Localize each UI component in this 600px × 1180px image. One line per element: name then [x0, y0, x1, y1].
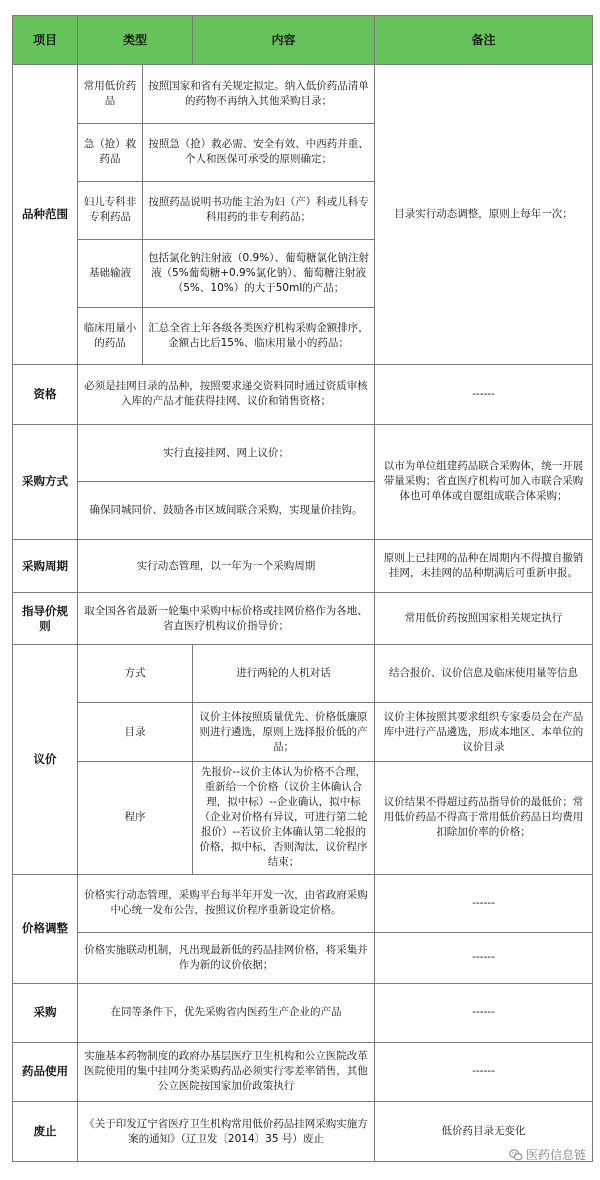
- item-cycle: 采购周期: [13, 539, 78, 592]
- cycle-remark: 原则上已挂网的品种在周期内不得擅自撤销挂网，未挂网的品种期满后可重新申报。: [375, 539, 593, 592]
- table-row: [13, 539, 593, 592]
- procurement-remark: ------: [375, 983, 593, 1042]
- table-row: [13, 703, 593, 762]
- table-row: [13, 65, 593, 124]
- adjustment-content: 价格实施联动机制，凡出现最新低的药品挂网价格，将采集并作为新的议价依据；: [78, 932, 375, 983]
- procurement-content: 在同等条件下，优先采购省内医药生产企业的产品: [78, 983, 375, 1042]
- item-procurement: 采购: [13, 983, 78, 1042]
- purchase-method-remark: 以市为单位组建药品联合采购体，统一开展带量采购；省直医疗机构可加入市联合采购体也可单体或自愿组成联合体采购；: [375, 424, 593, 539]
- header-type: 类型: [78, 16, 193, 65]
- drug-use-remark: ------: [375, 1042, 593, 1102]
- item-qualification: 资格: [13, 365, 78, 425]
- variety-content: 按照急（抢）救必需、安全有效、中西药并重、个人和医保可承受的原则确定；: [143, 123, 375, 182]
- variety-type: 妇儿专科非专利药品: [78, 182, 143, 240]
- variety-content: 按照药品说明书功能主治为妇（产）科或儿科专科用药的非专利药品；: [143, 182, 375, 240]
- abolish-remark: 低价药目录无变化: [375, 1102, 593, 1162]
- item-variety: 品种范围: [13, 65, 78, 365]
- guide-price-content: 取全国各省最新一轮集中采购中标价格或挂网价格作为各地、省直医疗机构议价指导价；: [78, 593, 375, 644]
- negotiation-content: 先报价--议价主体认为价格不合理，重新给一个价格（议价主体确认合理，拟中标）--企业确认，拟中标（企业对价格有异议，可进行第二轮报价）--若议价主体确认第二轮报的价格，拟中标，否则淘汰，议价程序结束；: [193, 761, 375, 874]
- item-purchase-method: 采购方式: [13, 424, 78, 539]
- wechat-icon: [509, 1148, 523, 1162]
- table-row: [13, 761, 593, 874]
- table-row: [13, 983, 593, 1042]
- adjustment-remark: ------: [375, 932, 593, 983]
- negotiation-content: 议价主体按照质量优先、价格低廉原则进行遴选，原则上选择报价低的产品；: [193, 703, 375, 762]
- header-item: 项目: [13, 16, 78, 65]
- abolish-content: 《关于印发辽宁省医疗卫生机构常用低价药品挂网采购实施方案的通知》（辽卫发〔2014〕35 号）废止: [78, 1102, 375, 1162]
- table-row: [13, 1042, 593, 1102]
- purchase-method-content: 实行直接挂网、网上议价；: [78, 424, 375, 482]
- variety-type: 急（抢）救药品: [78, 123, 143, 182]
- table-row: [13, 1102, 593, 1162]
- negotiation-remark: 议价主体按照其要求组织专家委员会在产品库中进行产品遴选，形成本地区、本单位的议价目录: [375, 703, 593, 762]
- header-content: 内容: [193, 16, 375, 65]
- watermark: [509, 1146, 586, 1163]
- adjustment-content: 价格实行动态管理，采购平台每半年开发一次，由省政府采购中心统一发布公告，按照议价程序重新设定价格。: [78, 875, 375, 933]
- adjustment-remark: ------: [375, 875, 593, 933]
- item-abolish: 废止: [13, 1102, 78, 1162]
- table-row: [13, 365, 593, 425]
- variety-type: 常用低价药品: [78, 65, 143, 124]
- variety-content: 按照国家和省有关规定拟定。纳入低价药品清单的药物不再纳入其他采购目录；: [143, 65, 375, 124]
- guide-price-remark: 常用低价药按照国家相关规定执行: [375, 593, 593, 644]
- negotiation-type: 方式: [78, 644, 193, 703]
- table-row: [13, 593, 593, 644]
- item-drug-use: 药品使用: [13, 1042, 78, 1102]
- drug-use-content: 实施基本药物制度的政府办基层医疗卫生机构和公立医院改革医院使用的集中挂网分类采购药品必须实行零差率销售，其他公立医院按国家加价政策执行: [78, 1042, 375, 1102]
- table-row: [13, 875, 593, 933]
- purchase-method-content: 确保同城同价、鼓励各市区域间联合采购，实现量价挂钩。: [78, 482, 375, 540]
- negotiation-type: 目录: [78, 703, 193, 762]
- negotiation-remark: 结合报价、议价信息及临床使用量等信息: [375, 644, 593, 703]
- table-row: [13, 644, 593, 703]
- variety-type: 基础输液: [78, 239, 143, 307]
- table-row: [13, 424, 593, 482]
- variety-content: 汇总全省上年各级各类医疗机构采购金额排序，金额占比后15%、临床用量小的药品；: [143, 307, 375, 365]
- negotiation-content: 进行两轮的人机对话: [193, 644, 375, 703]
- variety-type: 临床用量小的药品: [78, 307, 143, 365]
- item-guide-price: 指导价规则: [13, 593, 78, 644]
- negotiation-type: 程序: [78, 761, 193, 874]
- table-row: [13, 932, 593, 983]
- variety-remark: 目录实行动态调整，原则上每年一次；: [375, 65, 593, 365]
- watermark-text: 医药信息链: [525, 1148, 586, 1162]
- qualification-content: 必须是挂网目录的品种，按照要求递交资料同时通过资质审核入库的产品才能获得挂网、议价和销售资格；: [78, 365, 375, 425]
- variety-content: 包括氯化钠注射液（0.9%）、葡萄糖氯化钠注射液（5%葡萄糖+0.9%氯化钠）、葡萄糖注射液（5%、10%）的大于50ml的产品；: [143, 239, 375, 307]
- policy-table: [12, 15, 593, 1162]
- negotiation-remark: 议价结果不得超过药品指导价的最低价；常用低价药品不得高于常用低价药品日均费用扣除加价率的价格；: [375, 761, 593, 874]
- header-remark: 备注: [375, 16, 593, 65]
- header-row: [13, 16, 593, 65]
- qualification-remark: ------: [375, 365, 593, 425]
- item-negotiation: 议价: [13, 644, 78, 874]
- item-adjustment: 价格调整: [13, 875, 78, 984]
- cycle-content: 实行动态管理，以一年为一个采购周期: [78, 539, 375, 592]
